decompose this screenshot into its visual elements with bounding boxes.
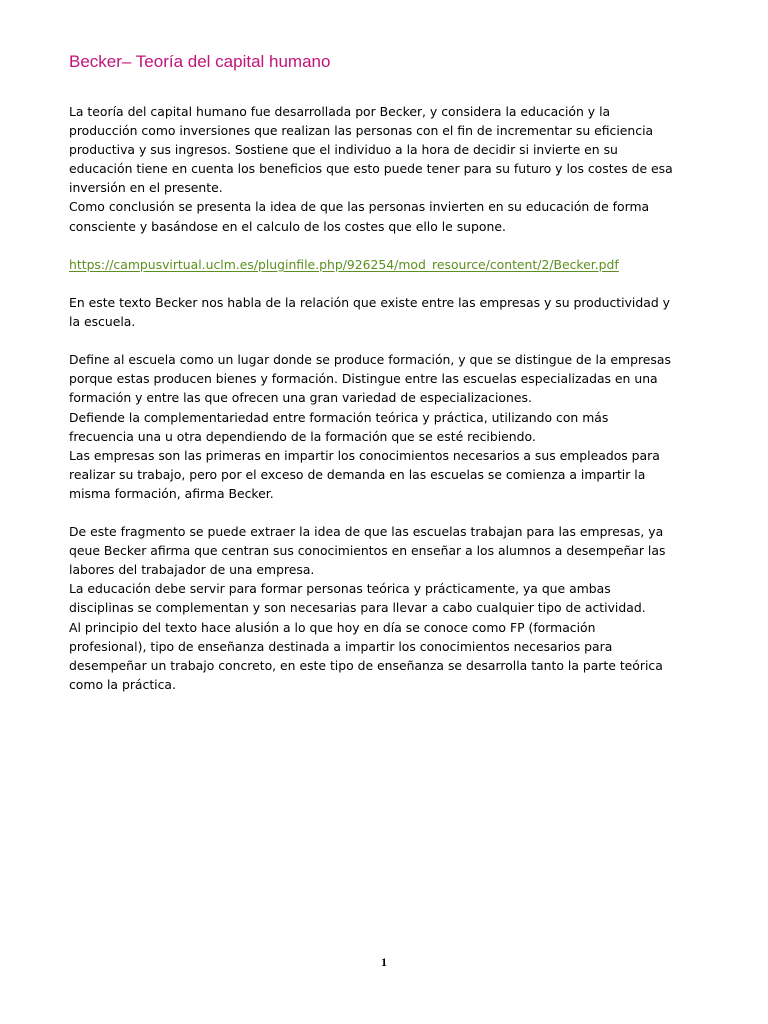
text-line: consciente y basándose en el calculo de los costes que ello le supone. bbox=[69, 218, 506, 234]
text-line: misma formación, afirma Becker. bbox=[69, 485, 274, 501]
text-line: profesional), tipo de enseñanza destinada a impartir los conocimientos necesarios para bbox=[69, 638, 613, 654]
becker-pdf-link[interactable]: https://campusvirtual.uclm.es/pluginfile.php/926254/mod_resource/content/2/Becker.pdf bbox=[69, 256, 619, 272]
text-line: De este fragmento se puede extraer la idea de que las escuelas trabajan para las empresas, ya bbox=[69, 524, 664, 540]
document-title: Becker– Teoría del capital humano bbox=[69, 52, 331, 71]
text-line: Defiende la complementariedad entre formación teórica y práctica, utilizando con más bbox=[69, 409, 609, 425]
document-body bbox=[69, 102, 709, 713]
text-line: productiva y sus ingresos. Sostiene que el individuo a la hora de decidir si invierte en su bbox=[69, 142, 618, 158]
text-line: En este texto Becker nos habla de la relación que existe entre las empresas y su productividad y bbox=[69, 294, 670, 310]
text-line: educación tiene en cuenta los beneficios que esto puede tener para su futuro y los costes de esa bbox=[69, 161, 673, 177]
text-line: como la práctica. bbox=[69, 676, 176, 692]
text-line: La educación debe servir para formar personas teórica y prácticamente, ya que ambas bbox=[69, 581, 611, 597]
page-number: 1 bbox=[381, 955, 387, 969]
text-line: labores del trabajador de una empresa. bbox=[69, 562, 315, 578]
text-line: Las empresas son las primeras en impartir los conocimientos necesarios a sus empleados para bbox=[69, 447, 660, 463]
text-line: la escuela. bbox=[69, 314, 136, 330]
text-line: Al principio del texto hace alusión a lo que hoy en día se conoce como FP (formación bbox=[69, 619, 596, 635]
text-line: disciplinas se complementan y son necesarias para llevar a cabo cualquier tipo de actividad. bbox=[69, 600, 646, 616]
text-line: qeue Becker afirma que centran sus conocimientos en enseñar a los alumnos a desempeñar las bbox=[69, 543, 666, 559]
text-line: realizar su trabajo, pero por el exceso de demanda en las escuelas se comienza a impartir la bbox=[69, 466, 646, 482]
text-line: porque estas producen bienes y formación. Distingue entre las escuelas especializadas en una bbox=[69, 371, 658, 387]
paragraph-link bbox=[69, 255, 709, 274]
paragraph-summary bbox=[69, 293, 709, 331]
paragraph-conclusions bbox=[69, 522, 709, 694]
paragraph-intro bbox=[69, 102, 709, 236]
text-line: La teoría del capital humano fue desarrollada por Becker, y considera la educación y la bbox=[69, 104, 611, 119]
paragraph-school-definition bbox=[69, 350, 709, 503]
text-line: producción como inversiones que realizan las personas con el fin de incrementar su eficiencia bbox=[69, 123, 654, 139]
text-line: frecuencia una u otra dependiendo de la formación que se esté recibiendo. bbox=[69, 428, 536, 444]
text-line: formación y entre las que ofrecen una gran variedad de especializaciones. bbox=[69, 390, 532, 406]
text-line: Define al escuela como un lugar donde se produce formación, y que se distingue de la empresas bbox=[69, 352, 671, 368]
text-line: desempeñar un trabajo concreto, en este tipo de enseñanza se desarrolla tanto la parte teórica bbox=[69, 657, 663, 673]
text-line: Como conclusión se presenta la idea de que las personas invierten en su educación de forma bbox=[69, 199, 650, 215]
text-line: inversión en el presente. bbox=[69, 180, 223, 196]
